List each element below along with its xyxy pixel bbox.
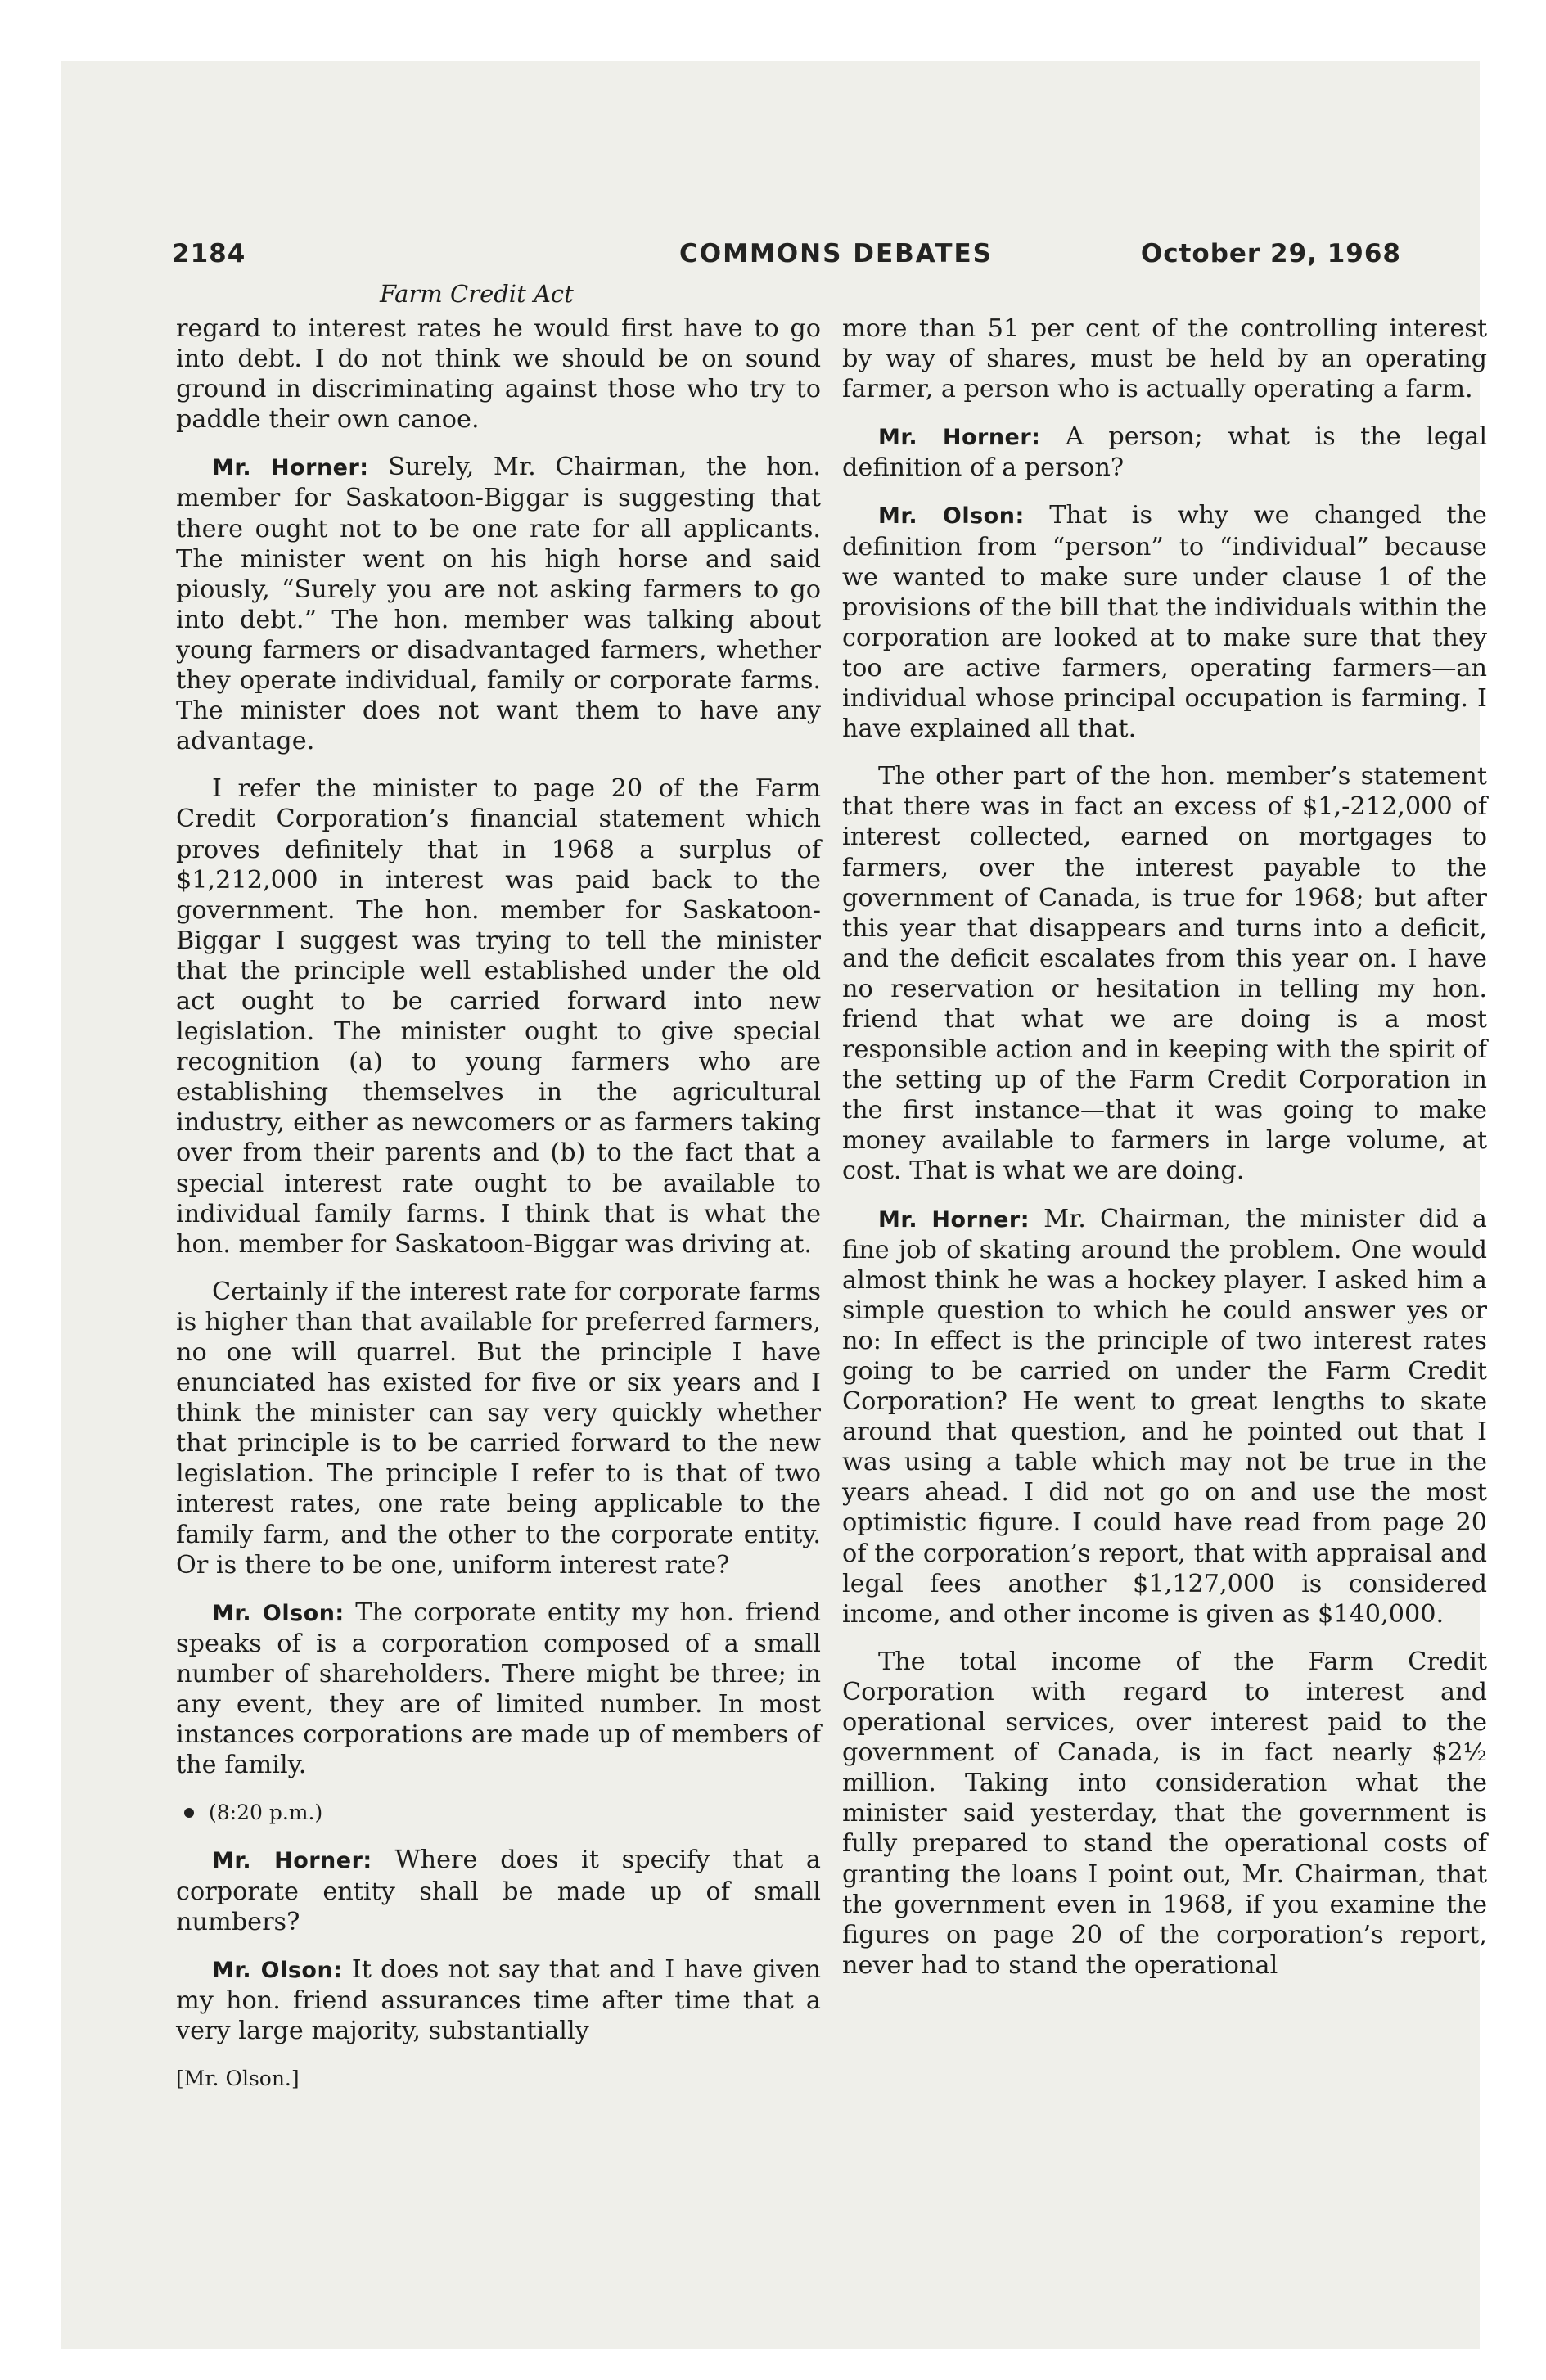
- paragraph: I refer the minister to page 20 of the Farm Credit Corporation’s financial statement which proves definitely that in 1968 a surplus of $1,212,000 in interest was paid back to the government. The hon. member for Saskatoon-Biggar I suggest was trying to tell the minister that the principle well established under the old act ought to be carried forward into new legislation. The minister ought to give special recognition (a) to young farmers who are establishing themselves in the agricultural industry, either as newcomers or as farmers taking over from their parents and (b) to the fact that a special interest rate ought to be available to individual family farms. I think that is what the hon. member for Saskatoon-Biggar was driving at.: [176, 774, 821, 1259]
- section-subheading: Farm Credit Act: [380, 280, 574, 308]
- speech-text: Surely, Mr. Chairman, the hon. member for Saskatoon-Biggar is suggesting that there ought not to be one rate for all applicants. The minister went on his high horse and said piously, “Surely you are not asking farmers to go into debt.” The hon. member was talking about young farmers or disadvantaged farmers, whether they operate individual, family or corporate farms. The minister does not want them to have any advantage.: [176, 453, 821, 756]
- speaker-name: Mr. Horner:: [212, 1848, 372, 1874]
- page: [61, 61, 1488, 2349]
- paragraph: Certainly if the interest rate for corporate farms is higher than that available for preferred farmers, no one will quarrel. But the principle I have enunciated has existed for five or six years and I think the minister can say very quickly whether that principle is to be carried forward to the new legislation. The principle I refer to is that of two interest rates, one rate being applicable to the family farm, and the other to the corporate entity. Or is there to be one, uniform interest rate?: [176, 1277, 821, 1580]
- time-marker-text: (8:20 p.m.): [209, 1801, 323, 1825]
- speech-paragraph: [176, 1845, 821, 1936]
- paragraph: The other part of the hon. member’s statement that there was in fact an excess of $1,-212,000 of interest collected, earned on mortgages to farmers, over the interest payable to the government of Canada, is true for 1968; but after this year that disappears and turns into a deficit, and the deficit escalates from this year on. I have no reservation or hesitation in telling my hon. friend that what we are doing is a most responsible action and in keeping with the spirit of the setting up of the Farm Credit Corporation in the first instance—that it was going to make money available to farmers in large volume, at cost. That is what we are doing.: [842, 762, 1487, 1186]
- paragraph: regard to interest rates he would first have to go into debt. I do not think we should be on sound ground in discriminating against those who try to paddle their own canoe.: [176, 314, 821, 435]
- speaker-footer: [Mr. Olson.]: [176, 2066, 300, 2090]
- publication-title: COMMONS DEBATES: [679, 239, 993, 268]
- speech-text: That is why we changed the definition from “person” to “individual” because we wanted to make sure under clause 1 of the provisions of the bill that the individuals within the corporation are looked at to make sure that they too are active farmers, operating farmers—an individual whose principal occupation is farming. I have explained all that.: [842, 501, 1487, 744]
- time-marker: [176, 1797, 821, 1828]
- speaker-name: Mr. Horner:: [878, 425, 1041, 451]
- bullet-icon: [184, 1808, 194, 1818]
- page-header: [172, 239, 1401, 272]
- speaker-name: Mr. Horner:: [212, 455, 369, 481]
- speech-paragraph: [176, 452, 821, 756]
- speaker-name: Mr. Olson:: [212, 1957, 343, 1983]
- speaker-name: Mr. Olson:: [212, 1600, 345, 1626]
- right-column: [842, 313, 1487, 1998]
- speech-text: Where does it specify that a corporate entity shall be made up of small numbers?: [176, 1846, 821, 1936]
- paragraph: more than 51 per cent of the controlling interest by way of shares, must be held by an operating farmer, a person who is actually operating a farm.: [842, 314, 1487, 404]
- speech-paragraph: [176, 1954, 821, 2046]
- speech-text: A person; what is the legal definition of a person?: [842, 422, 1488, 483]
- left-column: [176, 313, 821, 2094]
- speech-text: It does not say that and I have given my hon. friend assurances time after time that a very large majority, substantially: [176, 1954, 821, 2045]
- speech-paragraph: [842, 421, 1487, 483]
- speech-text: Mr. Chairman, the minister did a fine job of skating around the problem. One would almost think he was a hockey player. I asked him a simple question to which he could answer yes or no: In effect is the principle of two interest rates going to be carried on under the Farm Credit Corporation? He went to great lengths to skate around that question, and he pointed out that I was using a table which may not be true in the years ahead. I did not go on and use the most optimistic figure. I could have read from page 20 of the corporation’s report, that with appraisal and legal fees another $1,127,000 is considered income, and other income is given as $140,000.: [842, 1204, 1487, 1629]
- speech-paragraph: [176, 1598, 821, 1781]
- speech-paragraph: [842, 1204, 1487, 1629]
- speaker-name: Mr. Horner:: [878, 1206, 1030, 1233]
- paragraph: The total income of the Farm Credit Corporation with regard to interest and operational services, over interest paid to the government of Canada, is in fact nearly $2½ million. Taking into consideration what the minister said yesterday, that the government is fully prepared to stand the operational costs of granting the loans I point out, Mr. Chairman, that the government even in 1968, if you examine the figures on page 20 of the corporation’s report, never had to stand the operational: [842, 1647, 1487, 1980]
- page-number: 2184: [172, 239, 246, 268]
- publication-date: October 29, 1968: [1140, 239, 1401, 268]
- speech-text: The corporate entity my hon. friend speaks of is a corporation composed of a small number of shareholders. There might be three; in any event, they are of limited number. In most instances corporations are made up of members of the family.: [176, 1598, 821, 1780]
- speech-paragraph: [842, 500, 1487, 744]
- speaker-name: Mr. Olson:: [878, 503, 1025, 530]
